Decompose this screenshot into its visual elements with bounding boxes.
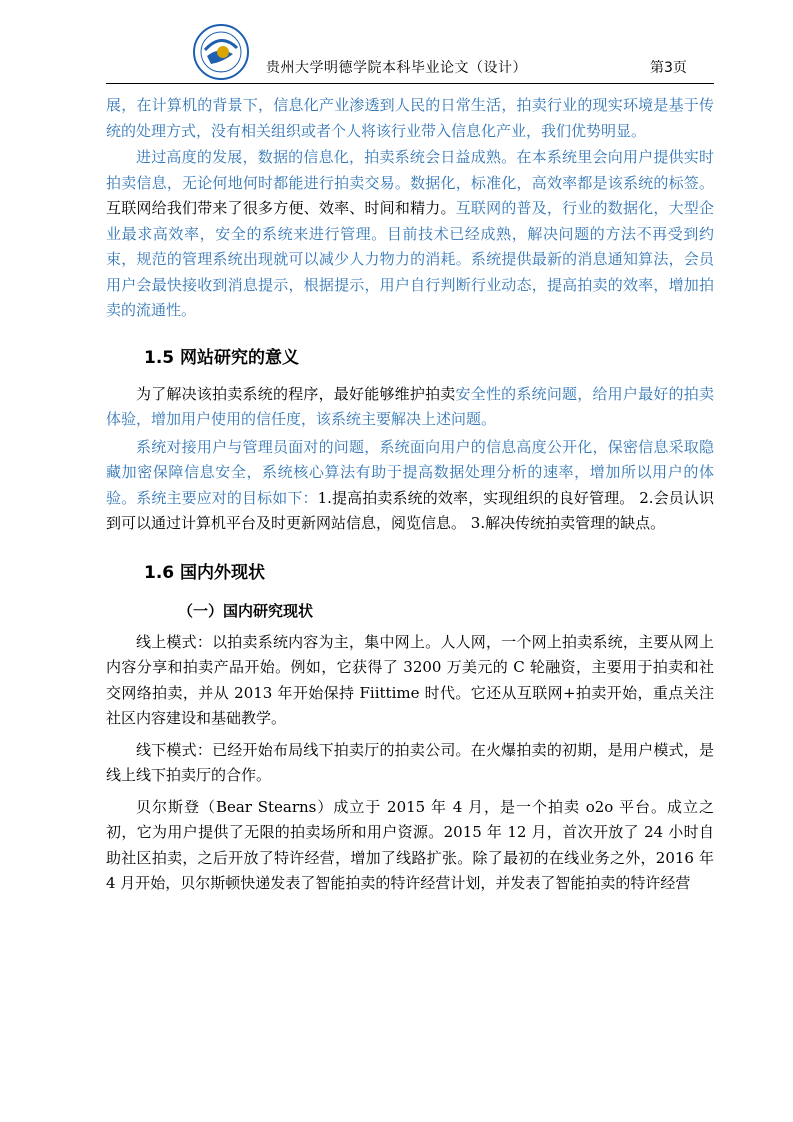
paragraph-goals: [106, 435, 714, 537]
header-title: 贵州大学明德学院本科毕业论文（设计）: [266, 60, 527, 76]
section-heading-1-6: 1.6 国内外现状: [144, 562, 266, 583]
paragraph-development: [106, 145, 714, 324]
paragraph-development-part1: 进过高度的发展，数据的信息化，拍卖系统会日益成熟。在本系统里会向用户提供实时拍卖信息，无论何地何时都能进行拍卖交易。数据化，标准化，高效率都是该系统的标签。: [106, 148, 714, 192]
header-divider: [106, 83, 714, 84]
paragraph-development-part3: 互联网的普及，行业的数据化，大型企业最求高效率，安全的系统来进行管理。目前技术已经成熟，解决问题的方法不再受到约束，规范的管理系统出现就可以减少人力物力的消耗。系统提供最新的消息通知算法，会员用户会最快接收到消息提示，根据提示，用户自行判断行业动态，提高拍卖的效率，增加拍卖的流通性。: [106, 199, 714, 319]
paragraph-significance-part2: 安全性的系统问题，给用户最好的拍卖体验，增加用户使用的信任度，该系统主要解决上述问题。: [106, 384, 714, 428]
paragraph-bear-stearns: 贝尔斯登（Bear Stearns）成立于 2015 年 4 月，是一个拍卖 o2o 平台。成立之初，它为用户提供了无限的拍卖场所和用户资源。2015 年 12 月，首次开放了 24 小时自助社区拍卖，之后开放了特许经营，增加了线路扩张。除了最初的在线业务之外，2016 年 4 月开始，贝尔斯顿快递发表了智能拍卖的特许经营计划，并发表了智能拍卖的特许经营: [106, 797, 714, 892]
paragraph-offline-mode: 线下模式：已经开始布局线下拍卖厅的拍卖公司。在火爆拍卖的初期，是用户模式，是线上线下拍卖厅的合作。: [106, 740, 714, 784]
svg-text:·····: ·····: [217, 69, 225, 75]
paragraph-goals-part2: 1.提高拍卖系统的效率，实现组织的良好管理。 2.会员认识到可以通过计算机平台及时更新网站信息，阅览信息。 3.解决传统拍卖管理的缺点。: [106, 488, 714, 532]
paragraph-significance-part1: 为了解决该拍卖系统的程序，最好能够维护拍卖: [136, 384, 456, 403]
subsection-heading-domestic: （一）国内研究现状: [178, 601, 314, 620]
paragraph-goals-part1: 系统对接用户与管理员面对的问题，系统面向用户的信息高度公开化，保密信息采取隐藏加密保障信息安全，系统核心算法有助于提高数据处理分析的速率，增加所以用户的体验。系统主要应对的目标如下：: [106, 437, 714, 507]
paragraph-significance: [106, 382, 714, 433]
document-body: [106, 93, 714, 897]
paragraph-development-part2: 互联网给我们带来了很多方便、效率、时间和精力。: [106, 199, 456, 217]
page-number: 第3页: [650, 60, 687, 76]
section-heading-1-5: 1.5 网站研究的意义: [144, 347, 300, 368]
paragraph-online-mode: 线上模式：以拍卖系统内容为主，集中网上。人人网，一个网上拍卖系统，主要从网上内容分享和拍卖产品开始。例如，它获得了 3200 万美元的 C 轮融资，主要用于拍卖和社交网络拍卖，并从 2013 年开始保持 Fiittime 时代。它还从互联网+拍卖开始，重点关注社区内容建设和基础教学。: [106, 632, 714, 727]
paragraph-intro-continuation: 展，在计算机的背景下，信息化产业渗透到人民的日常生活，拍卖行业的现实环境是基于传统的处理方式，没有相关组织或者个人将该行业带入信息化产业，我们优势明显。: [106, 96, 714, 140]
